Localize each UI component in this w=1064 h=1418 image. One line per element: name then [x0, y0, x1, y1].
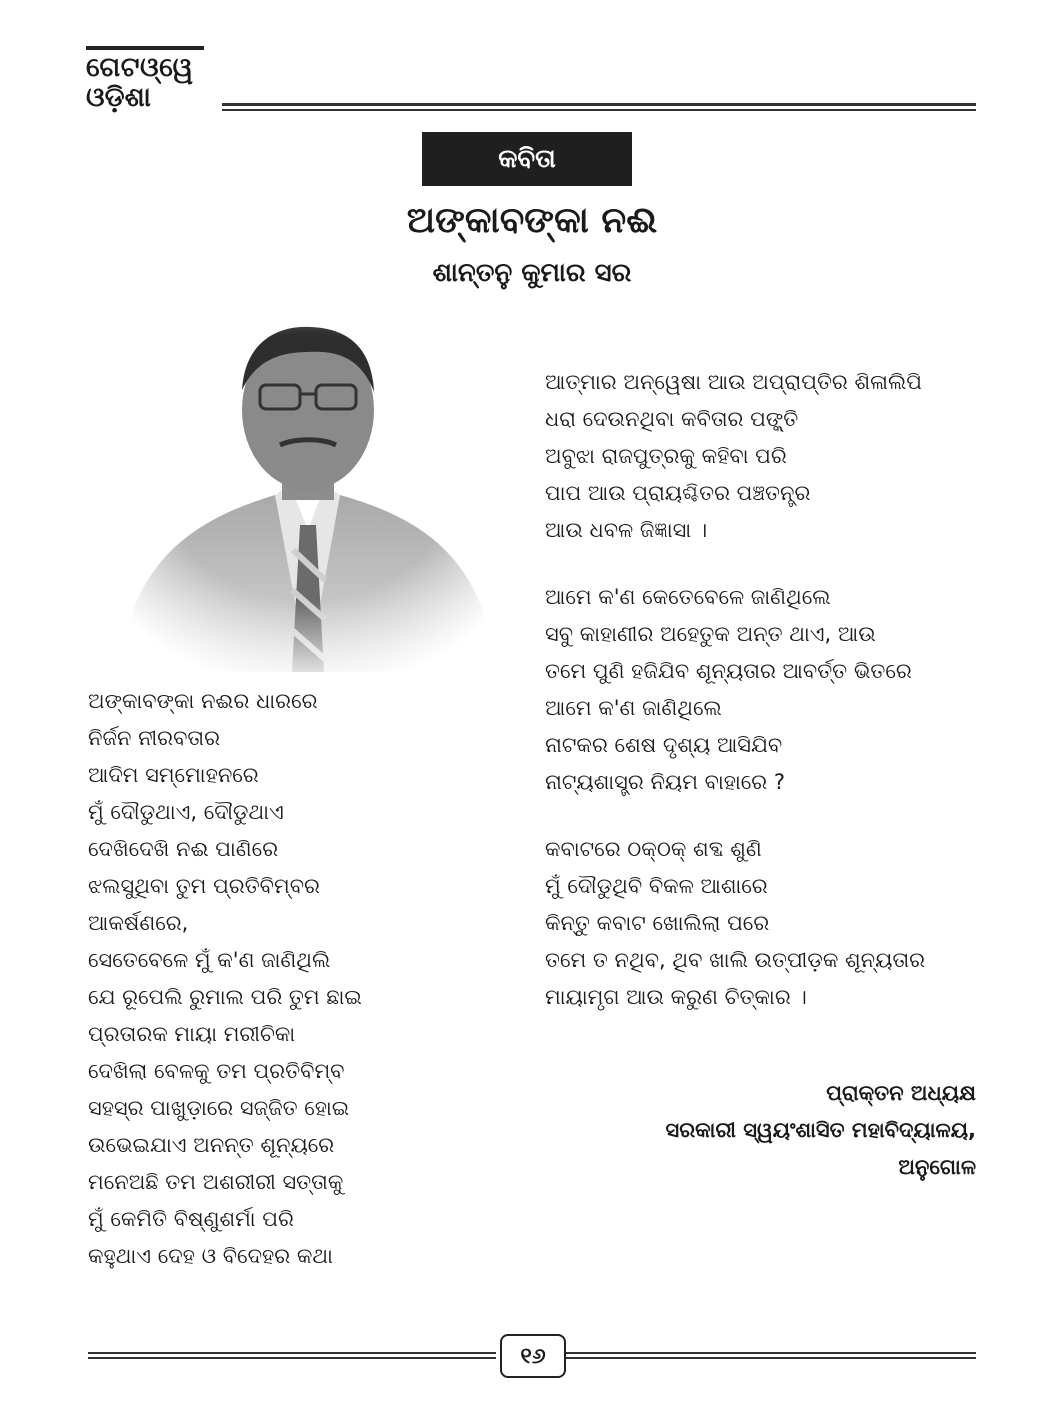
poem-line: କିନ୍ତୁ କବାଟ ଖୋଲିଲା ପରେ [545, 911, 770, 935]
poem-line: ତମେ ପୁଣି ହଜିଯିବ ଶୂନ୍ୟତାର ଆବର୍ତ୍ତ ଭିତରେ [545, 659, 912, 683]
poem-line: ମୁଁ ଦୌଡୁଥିବି ବିକଳ ଆଶାରେ [545, 874, 768, 898]
stanza [545, 579, 925, 801]
author-photo [100, 300, 516, 672]
poem-line: ପାପ ଆଉ ପ୍ରାୟଶ୍ଚିତର ପଞ୍ଚତନ୍ତ୍ର [545, 481, 811, 505]
poem-line: ଅବୁଝା ରାଜପୁତ୍ରକୁ କହିବା ପରି [545, 444, 787, 468]
poem-title: ଅଙ୍କାବଙ୍କା ନଈ [406, 200, 658, 241]
poem-line: ଆଦିମ ସମ୍ମୋହନରେ [88, 763, 259, 787]
poem-line: ନିର୍ଜନ ନୀରବତାର [88, 726, 221, 750]
masthead-line1: ଗେଟଓ୍ୱେ [86, 52, 194, 83]
stanza [545, 364, 925, 549]
masthead-line2: ଓଡ଼ିଶା [86, 82, 151, 113]
poem-line: ଧରା ଦେଉନଥିବା କବିତାର ପଙ୍କ୍ତି [545, 407, 799, 431]
affiliation-line3: ଅନୁଗୋଳ [898, 1155, 976, 1179]
poem-line: କବାଟରେ ଠକ୍‌ଠକ୍ ଶବ୍ଦ ଶୁଣି [545, 837, 762, 861]
masthead-logo [86, 46, 216, 113]
poem-line: ମୁଁ ଦୌଡୁଥାଏ, ଦୌଡୁଥାଏ [88, 800, 284, 824]
poem-line: ଦେଖିଦେଖି ନଈ ପାଣିରେ [88, 837, 279, 861]
page-number: ୧୬ [500, 1334, 566, 1378]
footer-rule-right [566, 1352, 976, 1361]
poem-line: ନାଟକର ଶେଷ ଦୃଶ୍ୟ ଆସିଯିବ [545, 733, 783, 757]
poem-line: ଆକର୍ଷଣରେ, [88, 911, 189, 935]
poem-line: ମାୟାମୃଗ ଆଉ କରୁଣ ଚିତ୍କାର । [545, 985, 807, 1009]
poem-line: ଆମେ କ'ଣ ଜାଣିଥିଲେ [545, 696, 722, 720]
poem-line: ଆତ୍ମାର ଅନ୍ୱେଷା ଆଉ ଅପ୍ରାପ୍ତିର ଶିଳାଲିପି [545, 370, 922, 394]
poem-line: ଝଲସୁଥିବା ତୁମ ପ୍ରତିବିମ୍ବର [88, 874, 320, 898]
poem-line: ମୁଁ କେମିତି ବିଷ୍ଣୁଶର୍ମା ପରି [88, 1207, 294, 1231]
poem-line: ସେତେବେଳେ ମୁଁ କ'ଣ ଜାଣିଥିଲି [88, 948, 331, 972]
author-name: ଶାନ୍ତନୁ କୁମାର ସର [432, 258, 632, 288]
poem-line: ନାଟ୍ୟଶାସ୍ତ୍ର ନିୟମ ବାହାରେ ? [545, 770, 786, 794]
affiliation-line2: ସରକାରୀ ସ୍ୱୟଂଶାସିତ ମହାବିଦ୍ୟାଳୟ, [665, 1118, 976, 1142]
poem-line: ଉଭେଇଯାଏ ଅନନ୍ତ ଶୂନ୍ୟରେ [88, 1133, 335, 1157]
footer-rule-left [88, 1352, 496, 1361]
category-label: କବିତା [422, 132, 632, 186]
poem-line: ଦେଖିଲା ବେଳକୁ ତମ ପ୍ରତିବିମ୍ବ [88, 1059, 345, 1083]
poem-line: ଆମେ କ'ଣ କେତେବେଳେ ଜାଣିଥିଲେ [545, 585, 831, 609]
poem-line: ସହସ୍ର ପାଖୁଡ଼ାରେ ସଜ୍ଜିତ ହୋଇ [88, 1096, 350, 1120]
poem-line: ଯେ ରୂପେଲି ରୁମାଲ ପରି ତୁମ ଛାଇ [88, 985, 362, 1009]
poem-line: ଆଉ ଧବଳ ଜିଜ୍ଞାସା । [545, 518, 708, 542]
poem-line: ଅଙ୍କାବଙ୍କା ନଈର ଧାରରେ [88, 689, 318, 713]
affiliation-line1: ପ୍ରାକ୍ତନ ଅଧ୍ୟକ୍ଷ [826, 1081, 976, 1105]
poem-left-column [88, 683, 362, 1275]
poem-line: କହୁଥାଏ ଦେହ ଓ ବିଦେହର କଥା [88, 1244, 333, 1268]
poem-line: ସବୁ କାହାଣୀର ଅହେତୁକ ଅନ୍ତ ଥାଏ, ଆଉ [545, 622, 876, 646]
poem-line: ପ୍ରତାରକ ମାୟା ମରୀଚିକା [88, 1022, 296, 1046]
poem-line: ତମେ ତ ନଥିବ, ଥିବ ଖାଲି ଉତ୍ପୀଡ଼କ ଶୂନ୍ୟତାର [545, 948, 926, 972]
masthead-bar [86, 46, 204, 50]
poem-right-column [545, 364, 925, 1046]
poem-line: ମନେଅଛି ତମ ଅଶରୀରୀ ସତ୍ତାକୁ [88, 1170, 344, 1194]
author-affiliation [666, 1075, 976, 1186]
stanza [545, 831, 925, 1016]
header-rule [222, 103, 976, 114]
